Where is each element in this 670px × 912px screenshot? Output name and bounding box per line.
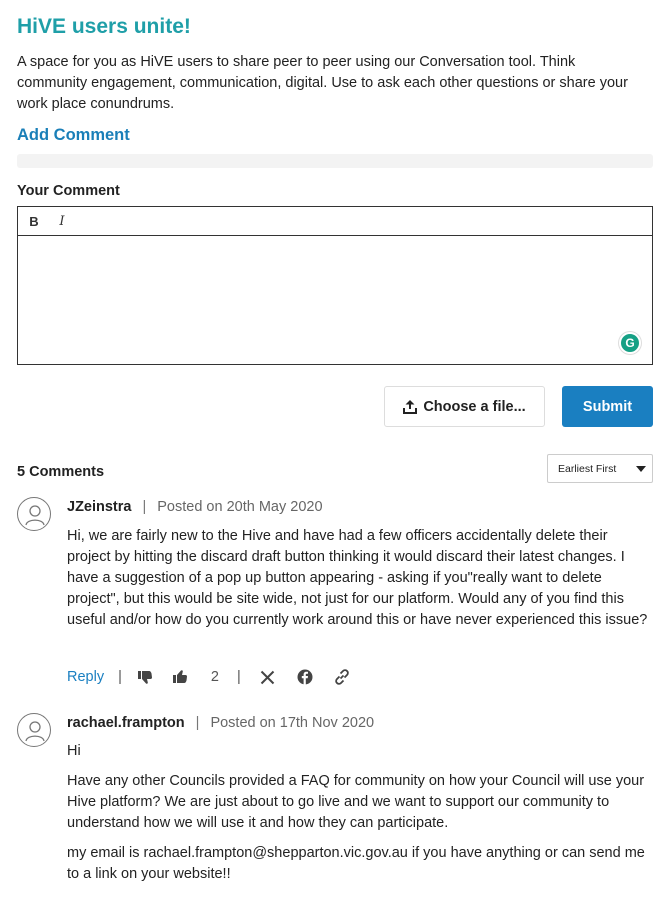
italic-button[interactable]: I — [59, 213, 65, 229]
comment-date: Posted on 20th May 2020 — [157, 499, 323, 515]
page-title: HiVE users unite! — [17, 15, 191, 38]
facebook-share-icon[interactable] — [296, 668, 314, 686]
comment-item — [17, 497, 653, 697]
choose-file-label: Choose a file... — [423, 398, 526, 415]
bold-button[interactable]: B — [29, 213, 39, 229]
x-share-icon[interactable] — [259, 668, 277, 686]
comment-actions: Reply | 2 | — [67, 668, 368, 686]
comment-author[interactable]: JZeinstra — [67, 499, 132, 515]
comment-author[interactable]: rachael.frampton — [67, 715, 185, 731]
user-avatar-icon — [17, 713, 51, 747]
comment-paragraph: Hi — [67, 743, 81, 759]
comments-count: 5 Comments — [17, 464, 105, 480]
comment-textarea[interactable] — [18, 236, 652, 364]
link-icon[interactable] — [333, 668, 351, 686]
comment-paragraph: my email is rachael.frampton@shepparton.vic.gov.au if you have anything or can send me to a link on your website!! — [67, 845, 645, 882]
choose-file-button[interactable] — [384, 386, 545, 427]
comment-body — [67, 741, 653, 894]
comment-item — [17, 713, 653, 903]
comment-paragraph: Have any other Councils provided a FAQ for community on how your Council will use your Hive platform? We are just about to go live and we want to support our community to understand how we will use it and how they can participate. — [67, 773, 645, 831]
comment-body — [67, 526, 653, 640]
like-count: 2 — [210, 669, 219, 685]
your-comment-label: Your Comment — [17, 183, 120, 199]
comment-meta: rachael.frampton | Posted on 17th Nov 2020 — [67, 715, 375, 731]
editor-toolbar — [18, 207, 652, 236]
thumbs-down-icon[interactable] — [136, 668, 154, 686]
user-avatar-icon — [17, 497, 51, 531]
reply-button[interactable]: Reply — [67, 669, 105, 685]
comment-editor — [17, 206, 653, 365]
comment-meta: JZeinstra | Posted on 20th May 2020 — [67, 499, 323, 515]
comment-paragraph: Hi, we are fairly new to the Hive and have had a few officers accidentally delete their project by hitting the discard draft button thinking it would discard their latest changes. I have a suggestion of a pop up button appearing - asking if you"really want to delete project", but this would be site wide, not just for our platform. Would any of you find this useful and/or how do you currently work around this or have never experienced this issue? — [67, 528, 648, 628]
divider-bar — [17, 154, 653, 168]
add-comment-link[interactable]: Add Comment — [17, 126, 130, 144]
upload-icon — [403, 399, 417, 414]
sort-select[interactable] — [547, 454, 653, 483]
thumbs-up-icon[interactable] — [171, 668, 189, 686]
submit-button[interactable]: Submit — [562, 386, 653, 427]
grammarly-icon[interactable]: G — [619, 332, 641, 354]
chevron-down-icon — [636, 466, 646, 472]
sort-selected-value: Earliest First — [558, 462, 617, 475]
comment-date: Posted on 17th Nov 2020 — [210, 715, 375, 731]
intro-text: A space for you as HiVE users to share peer to peer using our Conversation tool. Think community engagement, communication, digital. Use to ask each other questions or share your work place conundrums. — [17, 54, 628, 112]
